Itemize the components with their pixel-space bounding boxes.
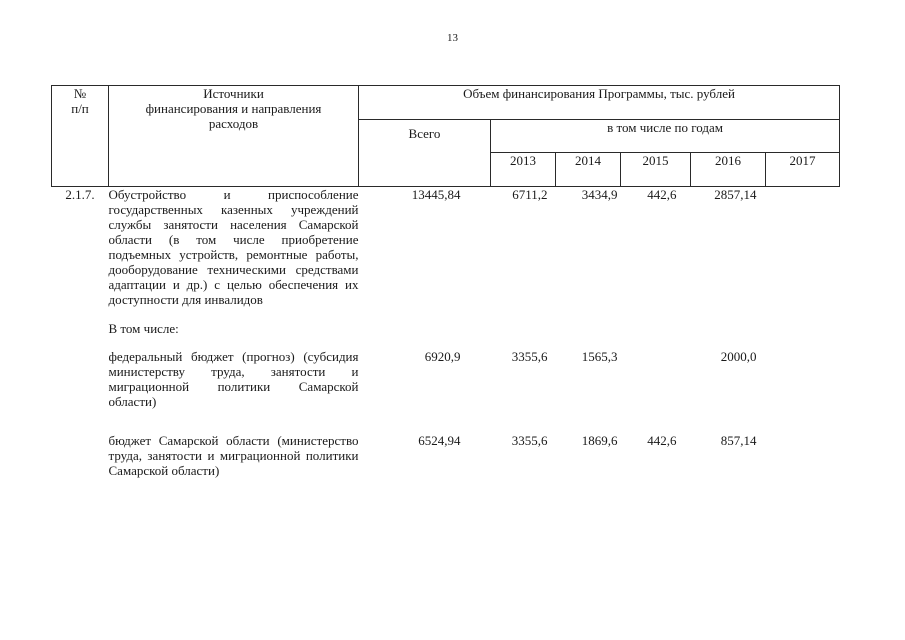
- cell-2013: 6711,2: [512, 187, 548, 202]
- row-number: 2.1.7.: [65, 187, 95, 202]
- header-year-2014: 2014: [556, 153, 621, 187]
- table-row: [52, 409, 840, 478]
- cell-2016: [691, 307, 766, 336]
- cell-2013: 3355,6: [511, 349, 548, 364]
- row-description: бюджет Самарской области (министерство труда, занятости и миграционной политики Самарской области): [108, 433, 359, 478]
- cell-2014: [556, 307, 621, 336]
- header-source: [109, 86, 359, 187]
- cell-2017: [766, 307, 840, 336]
- row-number: [52, 336, 109, 409]
- cell-2017: [766, 336, 840, 409]
- cell-2013: 3355,6: [511, 433, 548, 448]
- row-number: [52, 307, 109, 336]
- cell-total: 13445,84: [411, 187, 461, 202]
- header-year-2015: 2015: [621, 153, 691, 187]
- cell-2017: [766, 409, 840, 478]
- row-number: [52, 409, 109, 478]
- cell-2016: 2857,14: [714, 187, 757, 202]
- cell-total: [359, 307, 491, 336]
- header-number: [52, 86, 109, 187]
- table-row: [52, 307, 840, 336]
- financing-table: [51, 85, 840, 478]
- cell-2016: 857,14: [720, 433, 757, 448]
- cell-2015: 442,6: [647, 187, 677, 202]
- header-number-text: № п/п: [71, 86, 89, 116]
- header-year-2013: 2013: [491, 153, 556, 187]
- header-source-text: Источники финансирования и направления расходов: [145, 86, 322, 131]
- header-by-years: в том числе по годам: [491, 120, 840, 153]
- header-volume: Объем финансирования Программы, тыс. рублей: [359, 86, 840, 120]
- header-year-2017: 2017: [766, 153, 840, 187]
- page-number: 13: [447, 32, 458, 44]
- header-year-2016: 2016: [691, 153, 766, 187]
- header-total: Всего: [359, 120, 491, 187]
- cell-total: 6524,94: [418, 433, 461, 448]
- table-row: [52, 336, 840, 409]
- cell-total: 6920,9: [424, 349, 461, 364]
- table-row: [52, 187, 840, 308]
- row-description: федеральный бюджет (прогноз) (субсидия министерству труда, занятости и миграционной политики Самарской области): [108, 349, 359, 409]
- cell-2014: 1869,6: [581, 433, 618, 448]
- cell-2015: [621, 307, 691, 336]
- cell-2014: 1565,3: [581, 349, 618, 364]
- cell-2015: [621, 336, 691, 409]
- cell-2015: 442,6: [647, 433, 677, 448]
- cell-2016: 2000,0: [720, 349, 757, 364]
- cell-2014: 3434,9: [581, 187, 618, 202]
- row-description: Обустройство и приспособление государственных казенных учреждений службы занятости населения Самарской области (в том числе приобретение подъемных устройств, ремонтные работы, дооборудование техническими средствами адаптации и др.) с целью обеспечения их доступности для инвалидов: [108, 187, 359, 307]
- cell-2013: [491, 307, 556, 336]
- cell-2017: [766, 187, 840, 308]
- row-description: В том числе:: [108, 321, 179, 336]
